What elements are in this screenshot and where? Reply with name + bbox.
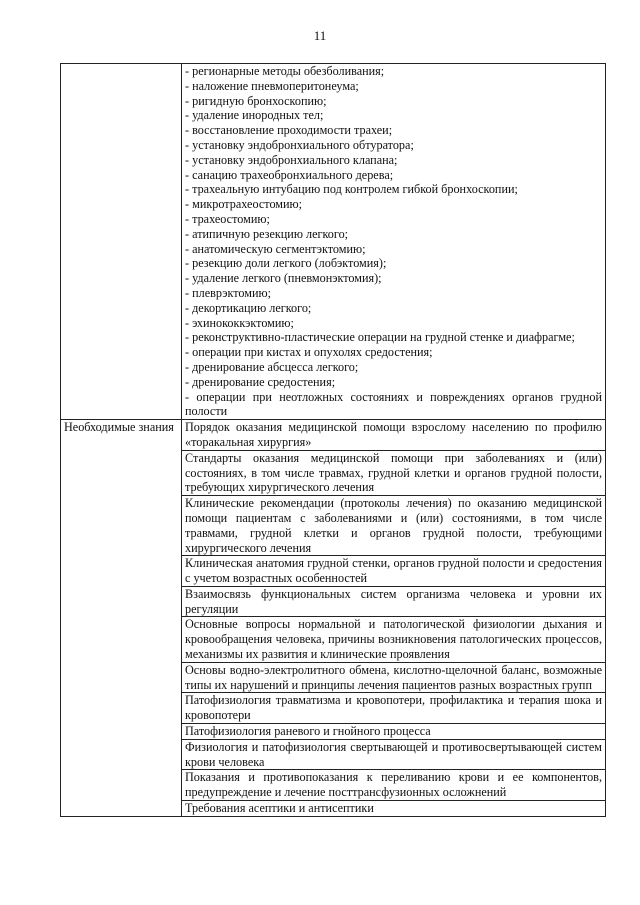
table-row bbox=[61, 420, 606, 451]
knowledge-label: Необходимые знания bbox=[61, 420, 182, 817]
list-item: - операции при неотложных состояниях и повреждениях органов грудной полости bbox=[185, 389, 602, 419]
knowledge-item: Требования асептики и антисептики bbox=[182, 801, 606, 817]
skills-list-cell bbox=[182, 64, 606, 420]
empty-label-cell bbox=[61, 64, 182, 420]
list-item: - плеврэктомию; bbox=[185, 285, 272, 300]
list-item: - дренирование абсцесса легкого; bbox=[185, 359, 359, 374]
list-item: - установку эндобронхиального обтуратора; bbox=[185, 137, 414, 152]
list-item: - операции при кистах и опухолях средостения; bbox=[185, 345, 433, 360]
knowledge-item: Стандарты оказания медицинской помощи при заболеваниях и (или) состояниях, в том числе травмах, грудной клетки и органов грудной полости, требующих хирургического лечения bbox=[182, 450, 606, 495]
list-item: - эхинококкэктомию; bbox=[185, 315, 294, 330]
knowledge-item: Основные вопросы нормальной и патологической физиологии дыхания и кровообращения человека, причины возникновения патологических процессов, механизмы их развития и клинические проявления bbox=[182, 617, 606, 662]
list-item: - регионарные методы обезболивания; bbox=[185, 64, 385, 78]
knowledge-item: Основы водно-электролитного обмена, кислотно-щелочной баланс, возможные типы их нарушений и принципы лечения пациентов разных возрастных групп bbox=[182, 662, 606, 693]
list-item: - трахеостомию; bbox=[185, 211, 270, 226]
list-item: - санацию трахеобронхиального дерева; bbox=[185, 167, 394, 182]
list-item: - дренирование средостения; bbox=[185, 374, 336, 389]
list-item: - микротрахеостомию; bbox=[185, 197, 303, 212]
knowledge-item: Клиническая анатомия грудной стенки, органов грудной полости и средостения с учетом возрастных особенностей bbox=[182, 556, 606, 587]
list-item: - резекцию доли легкого (лобэктомия); bbox=[185, 256, 387, 271]
table-row-skills-continued bbox=[61, 64, 606, 420]
knowledge-item: Патофизиология раневого и гнойного процесса bbox=[182, 724, 606, 740]
knowledge-item: Показания и противопоказания к переливанию крови и ее компонентов, предупреждение и лечение посттрансфузионных осложнений bbox=[182, 770, 606, 801]
page-number: 11 bbox=[313, 28, 327, 43]
list-item: - восстановление проходимости трахеи; bbox=[185, 123, 393, 138]
list-item: - трахеальную интубацию под контролем гибкой бронхоскопии; bbox=[185, 182, 518, 197]
knowledge-item: Патофизиология травматизма и кровопотери, профилактика и терапия шока и кровопотери bbox=[182, 693, 606, 724]
list-item: - удаление инородных тел; bbox=[185, 108, 324, 123]
knowledge-item: Физиология и патофизиология свертывающей и противосвертывающей систем крови человека bbox=[182, 739, 606, 770]
list-item: - атипичную резекцию легкого; bbox=[185, 226, 349, 241]
list-item: - декортикацию легкого; bbox=[185, 300, 312, 315]
list-item: - установку эндобронхиального клапана; bbox=[185, 152, 398, 167]
competency-table bbox=[60, 63, 606, 817]
list-item: - удаление легкого (пневмонэктомия); bbox=[185, 271, 382, 286]
knowledge-item: Взаимосвязь функциональных систем организма человека и уровни их регуляции bbox=[182, 586, 606, 617]
knowledge-item: Клинические рекомендации (протоколы лечения) по оказанию медицинской помощи пациентам с заболеваниями и (или) состояниями, в том числе травмами, грудной клетки и органов грудной полости, требующими хирургического лечения bbox=[182, 496, 606, 556]
list-item: - ригидную бронхоскопию; bbox=[185, 93, 327, 108]
knowledge-item: Порядок оказания медицинской помощи взрослому населению по профилю «торакальная хирургия» bbox=[182, 420, 606, 451]
list-item: - наложение пневмоперитонеума; bbox=[185, 78, 359, 93]
list-item: - анатомическую сегментэктомию; bbox=[185, 241, 366, 256]
list-item: - реконструктивно-пластические операции на грудной стенке и диафрагме; bbox=[185, 330, 575, 345]
